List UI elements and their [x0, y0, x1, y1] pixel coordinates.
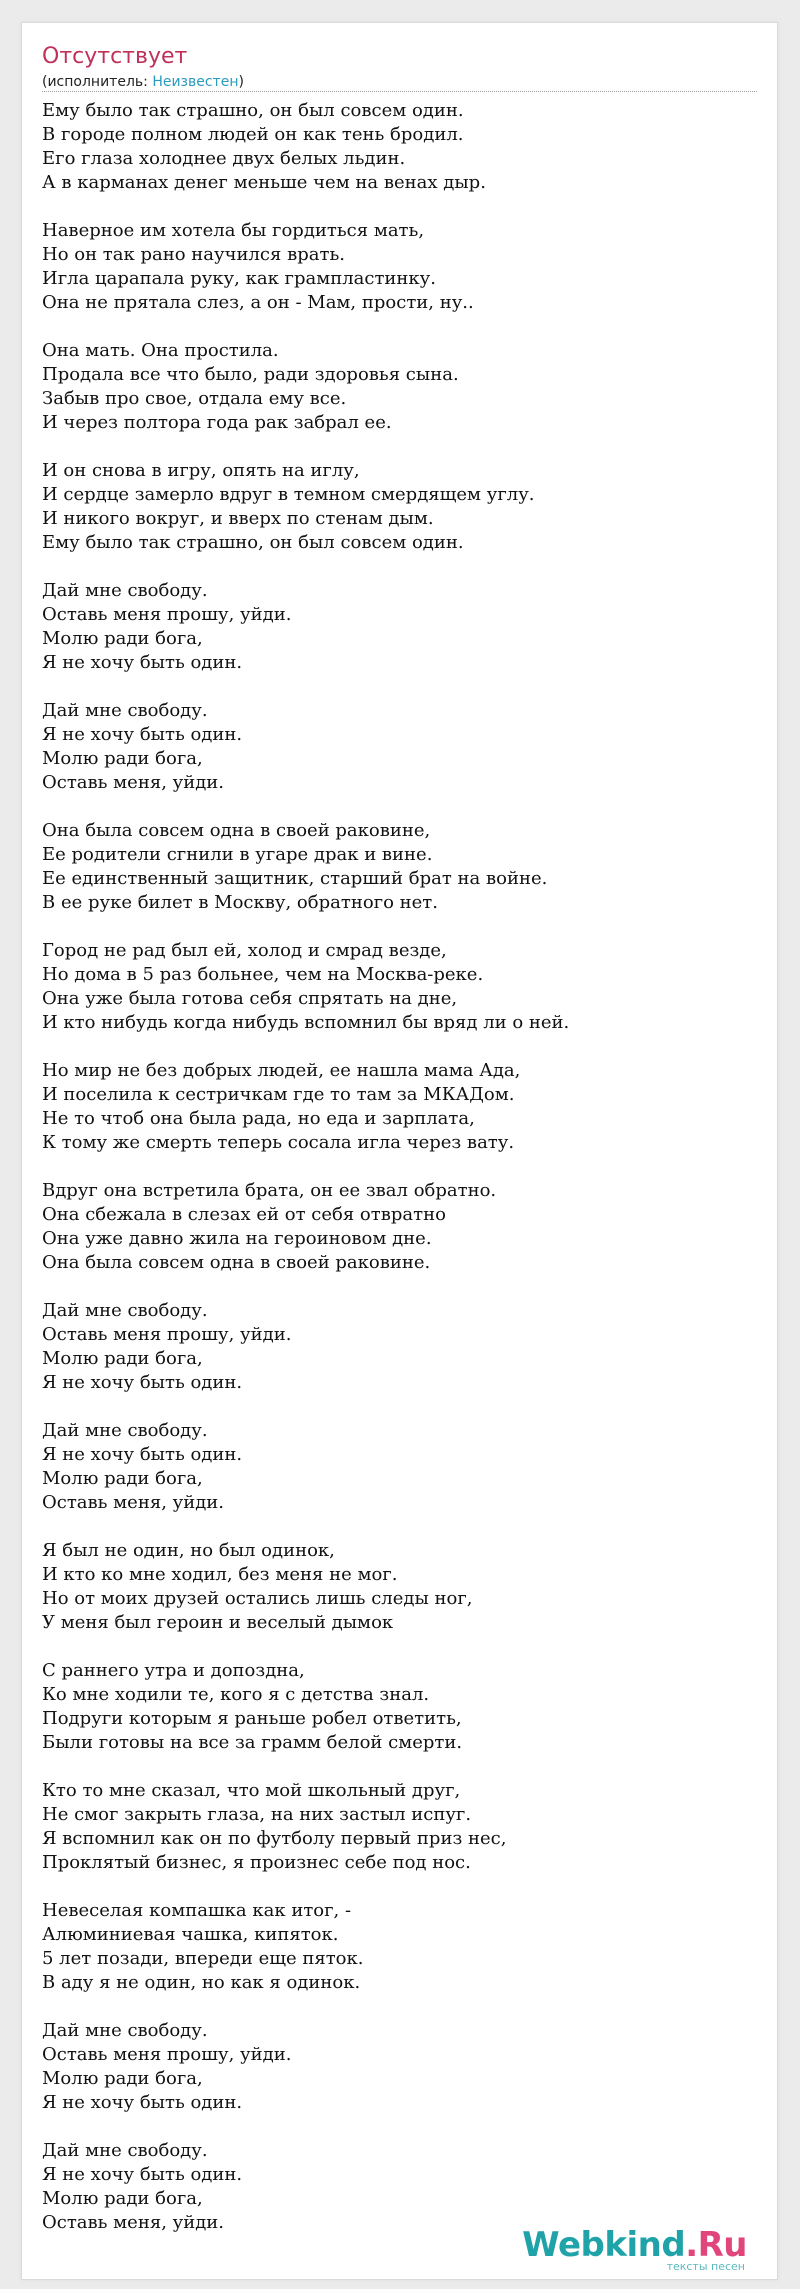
lyrics-line: Я не хочу быть один. [42, 652, 243, 673]
lyrics-line: С раннего утра и допоздна, [42, 1660, 305, 1681]
lyrics-line: Дай мне свободу. [42, 2020, 208, 2041]
lyrics-line: Я вспомнил как он по футболу первый приз нес, [42, 1828, 507, 1849]
lyrics-line: А в карманах денег меньше чем на венах дыр. [42, 172, 486, 193]
lyrics-line: Я не хочу быть один. [42, 2092, 243, 2113]
lyrics-line: Кто то мне сказал, что мой школьный друг, [42, 1780, 461, 1801]
artist-link[interactable]: Неизвестен [152, 74, 239, 90]
lyrics-stanza [42, 1299, 757, 1395]
lyrics-line: Оставь меня прошу, уйди. [42, 1324, 292, 1345]
lyrics-stanza [42, 2019, 757, 2115]
lyrics-stanza [42, 219, 757, 315]
lyrics-line: Дай мне свободу. [42, 1420, 208, 1441]
lyrics-line: Дай мне свободу. [42, 2140, 208, 2161]
lyrics-line: Наверное им хотела бы гордиться мать, [42, 220, 425, 241]
lyrics-stanza [42, 99, 757, 195]
lyrics-line: И никого вокруг, и вверх по стенам дым. [42, 508, 434, 529]
lyrics-line: И кто нибудь когда нибудь вспомнил бы вряд ли о ней. [42, 1012, 570, 1033]
lyrics-line: Подруги которым я раньше робел ответить, [42, 1708, 462, 1729]
artist-line [42, 73, 757, 91]
lyrics-line: 5 лет позади, впереди еще пяток. [42, 1948, 364, 1969]
logo-ru: Ru [697, 2225, 747, 2265]
lyrics-line: Я не хочу быть один. [42, 1372, 243, 1393]
lyrics-line: Она уже была готова себя спрятать на дне, [42, 988, 458, 1009]
lyrics-line: Ему было так страшно, он был совсем один. [42, 100, 464, 121]
lyrics-line: У меня был героин и веселый дымок [42, 1612, 394, 1633]
lyrics-line: В ее руке билет в Москву, обратного нет. [42, 892, 438, 913]
lyrics-line: И через полтора года рак забрал ее. [42, 412, 392, 433]
lyrics-line: Ее единственный защитник, старший брат на войне. [42, 868, 548, 889]
lyrics-line: Молю ради бога, [42, 1348, 203, 1369]
artist-suffix: ) [238, 74, 244, 90]
lyrics-line: Дай мне свободу. [42, 700, 208, 721]
lyrics-line: Молю ради бога, [42, 2188, 203, 2209]
lyrics-line: Она уже давно жила на героиновом дне. [42, 1228, 432, 1249]
lyrics-line: Но мир не без добрых людей, ее нашла мама Ада, [42, 1060, 521, 1081]
artist-prefix: (исполнитель: [42, 74, 153, 90]
lyrics-stanza [42, 939, 757, 1035]
lyrics-line: Но дома в 5 раз больнее, чем на Москва-реке. [42, 964, 484, 985]
lyrics-line: Игла царапала руку, как грампластинку. [42, 268, 436, 289]
lyrics-line: Ко мне ходили те, кого я с детства знал. [42, 1684, 430, 1705]
lyrics-line: В аду я не один, но как я одинок. [42, 1972, 361, 1993]
lyrics-line: И поселила к сестричкам где то там за МКАДом. [42, 1084, 515, 1105]
header-divider [42, 91, 757, 92]
lyrics-line: И он снова в игру, опять на иглу, [42, 460, 360, 481]
lyrics-line: Дай мне свободу. [42, 580, 208, 601]
lyrics-body [42, 99, 757, 2259]
lyrics-line: Молю ради бога, [42, 1468, 203, 1489]
logo-dot: . [685, 2225, 698, 2265]
lyrics-line: К тому же смерть теперь сосала игла через вату. [42, 1132, 515, 1153]
lyrics-line: Невеселая компашка как итог, - [42, 1900, 352, 1921]
lyrics-line: Проклятый бизнес, я произнес себе под нос. [42, 1852, 471, 1873]
lyrics-line: Его глаза холоднее двух белых льдин. [42, 148, 406, 169]
lyrics-line: Оставь меня прошу, уйди. [42, 2044, 292, 2065]
lyrics-stanza [42, 1659, 757, 1755]
lyrics-line: Ему было так страшно, он был совсем один. [42, 532, 464, 553]
lyrics-line: Вдруг она встретила брата, он ее звал обратно. [42, 1180, 497, 1201]
lyrics-stanza [42, 1059, 757, 1155]
lyrics-line: Забыв про свое, отдала ему все. [42, 388, 347, 409]
lyrics-stanza [42, 1779, 757, 1875]
lyrics-line: Она сбежала в слезах ей от себя отвратно [42, 1204, 446, 1225]
lyrics-stanza [42, 819, 757, 915]
lyrics-line: Она мать. Она простила. [42, 340, 279, 361]
lyrics-line: Я не хочу быть один. [42, 1444, 243, 1465]
lyrics-line: Я не хочу быть один. [42, 724, 243, 745]
lyrics-line: Молю ради бога, [42, 748, 203, 769]
logo-kind: kind [604, 2225, 686, 2265]
lyrics-line: Но он так рано научился врать. [42, 244, 345, 265]
lyrics-line: Не смог закрыть глаза, на них застыл испуг. [42, 1804, 472, 1825]
lyrics-stanza [42, 1899, 757, 1995]
logo-wordmark [522, 2227, 747, 2263]
lyrics-line: Я не хочу быть один. [42, 2164, 243, 2185]
lyrics-line: Оставь меня, уйди. [42, 772, 225, 793]
lyrics-line: Были готовы на все за грамм белой смерти. [42, 1732, 463, 1753]
lyrics-stanza [42, 339, 757, 435]
lyrics-line: Она не прятала слез, а он - Мам, прости, ну.. [42, 292, 474, 313]
lyrics-line: Ее родители сгнили в угаре драк и вине. [42, 844, 433, 865]
lyrics-stanza [42, 459, 757, 555]
lyrics-stanza [42, 1419, 757, 1515]
lyrics-line: Алюминиевая чашка, кипяток. [42, 1924, 339, 1945]
logo-tagline: тексты песен [666, 2260, 745, 2273]
lyrics-stanza [42, 699, 757, 795]
lyrics-line: Оставь меня, уйди. [42, 2212, 225, 2233]
lyrics-line: Молю ради бога, [42, 628, 203, 649]
lyrics-line: Она была совсем одна в своей раковине. [42, 1252, 431, 1273]
lyrics-stanza [42, 1179, 757, 1275]
site-logo[interactable] [522, 2227, 747, 2273]
lyrics-line: Я был не один, но был одинок, [42, 1540, 335, 1561]
song-card [21, 22, 778, 2280]
lyrics-stanza [42, 2139, 757, 2235]
lyrics-line: И кто ко мне ходил, без меня не мог. [42, 1564, 398, 1585]
lyrics-stanza [42, 579, 757, 675]
lyrics-line: Не то чтоб она была рада, но еда и зарплата, [42, 1108, 475, 1129]
lyrics-stanza [42, 1539, 757, 1635]
song-title: Отсутствует [42, 44, 188, 69]
logo-web: Web [522, 2225, 605, 2265]
lyrics-line: Город не рад был ей, холод и смрад везде, [42, 940, 447, 961]
lyrics-line: И сердце замерло вдруг в темном смердящем углу. [42, 484, 535, 505]
lyrics-line: Она была совсем одна в своей раковине, [42, 820, 431, 841]
lyrics-line: Дай мне свободу. [42, 1300, 208, 1321]
lyrics-line: Молю ради бога, [42, 2068, 203, 2089]
lyrics-line: Но от моих друзей остались лишь следы ног, [42, 1588, 473, 1609]
lyrics-line: Оставь меня, уйди. [42, 1492, 225, 1513]
song-header [42, 43, 757, 91]
lyrics-line: Продала все что было, ради здоровья сына. [42, 364, 459, 385]
lyrics-line: В городе полном людей он как тень бродил. [42, 124, 464, 145]
lyrics-line: Оставь меня прошу, уйди. [42, 604, 292, 625]
